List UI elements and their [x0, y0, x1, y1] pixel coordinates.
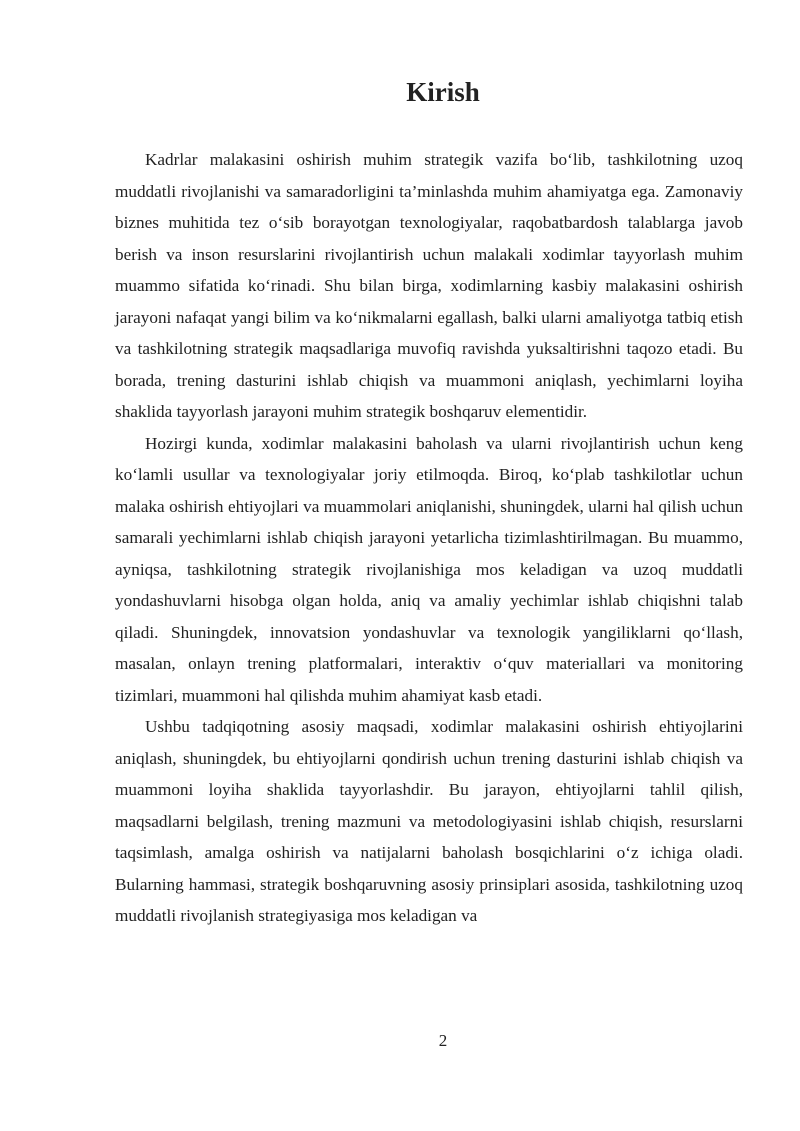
body-text: [115, 144, 743, 932]
page-number: 2: [438, 1031, 448, 1050]
paragraph-2: Hozirgi kunda, xodimlar malakasini baholash va ularni rivojlantirish uchun keng ko‘lamli usullar va texnologiyalar joriy etilmoqda. Biroq, ko‘plab tashkilotlar uchun malaka oshirish ehtiyojlari va muammolari aniqlanishi, shuningdek, ularni hal qilish uchun samarali yechimlarni ishlab chiqish jarayoni yetarlicha tizimlashtirilmagan. Bu muammo, ayniqsa, tashkilotning strategik rivojlanishiga mos keladigan va uzoq muddatli yondashuvlarni hisobga olgan holda, aniq va amaliy yechimlar ishlab chiqishni talab qiladi. Shuningdek, innovatsion yondashuvlar va texnologik yangiliklarni qo‘llash, masalan, onlayn trening platformalari, interaktiv o‘quv materiallari va monitoring tizimlari, muammoni hal qilishda muhim ahamiyat kasb etadi.: [115, 433, 743, 705]
paragraph-3: Ushbu tadqiqotning asosiy maqsadi, xodimlar malakasini oshirish ehtiyojlarini aniqlash, shuningdek, bu ehtiyojlarni qondirish uchun trening dasturini ishlab chiqish va muammoni loyiha shaklida tayyorlashdir. Bu jarayon, ehtiyojlarni tahlil qilish, maqsadlarni belgilash, trening mazmuni va metodologiyasini ishlab chiqish, resurslarni taqsimlash, amalga oshirish va natijalarni baholash bosqichlarini o‘z ichiga oladi. Bularning hammasi, strategik boshqaruvning asosiy prinsiplari asosida, tashkilotning uzoq muddatli rivojlanish strategiyasiga mos keladigan va: [115, 717, 743, 925]
paragraph-1: Kadrlar malakasini oshirish muhim strategik vazifa bo‘lib, tashkilotning uzoq muddatli rivojlanishi va samaradorligini ta’minlashda muhim ahamiyatga ega. Zamonaviy biznes muhitida tez o‘sib borayotgan texnologiyalar, raqobatbardosh talablarga javob berish va inson resurslarini rivojlantirish uchun malakali xodimlar tayyorlash muhim muammo sifatida ko‘rinadi. Shu bilan birga, xodimlarning kasbiy malakasini oshirish jarayoni nafaqat yangi bilim va ko‘nikmalarni egallash, balki ularni amaliyotga tatbiq etish va tashkilotning strategik maqsadlariga muvofiq ravishda yuksaltirishni taqozo etadi. Bu borada, trening dasturini ishlab chiqish va muammoni aniqlash, yechimlarni loyiha shaklida tayyorlash jarayoni muhim strategik boshqaruv elementidir.: [115, 150, 743, 421]
page-title: Kirish: [406, 77, 480, 107]
